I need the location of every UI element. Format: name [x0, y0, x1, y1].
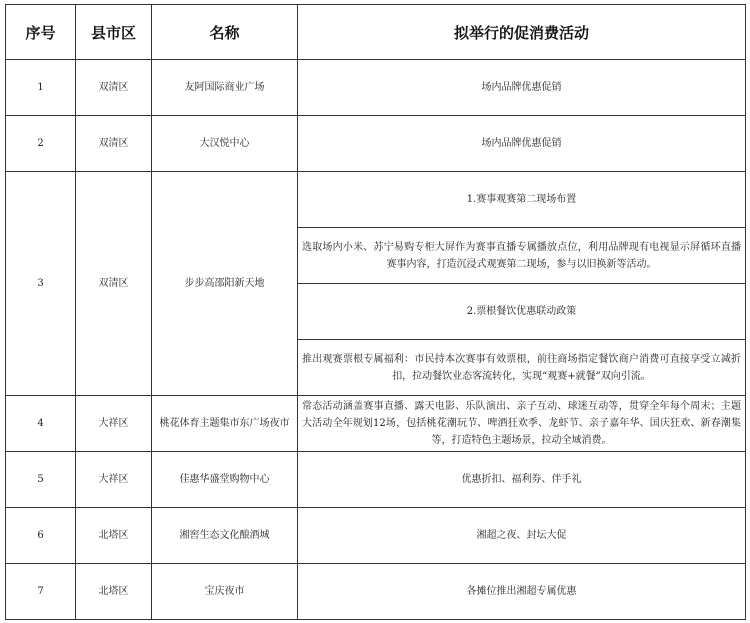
table-row — [6, 60, 746, 116]
row-district: 大祥区 — [76, 396, 152, 452]
row-activity-item: 选取场内小米、苏宁易购专柜大屏作为赛事直播专属播放点位，利用品牌现有电视显示屏循环直播赛事内容，打造沉浸式观赛第二现场，参与以旧换新等活动。 — [298, 228, 746, 284]
table-row — [6, 396, 746, 452]
row-name: 大汉悦中心 — [152, 116, 298, 172]
row-activity-item: 1.赛事观赛第二现场布置 — [298, 172, 746, 228]
table-header-row — [6, 5, 746, 60]
row-serial-number: 7 — [6, 564, 76, 620]
promotion-activities-table — [5, 4, 746, 620]
row-serial-number: 4 — [6, 396, 76, 452]
row-district: 北塔区 — [76, 508, 152, 564]
header-serial-number: 序号 — [6, 5, 76, 60]
row-district: 双清区 — [76, 116, 152, 172]
row-district: 双清区 — [76, 172, 152, 396]
row-activity: 常态活动涵盖赛事直播、露天电影、乐队演出、亲子互动、球迷互动等，贯穿全年每个周末；主题大活动全年规划12场，包括桃花潮玩节、啤酒狂欢季、龙虾节、亲子嘉年华、国庆狂欢、新春潮集等，打造特色主题场景，拉动全域消费。 — [298, 396, 746, 452]
row-activity: 场内品牌优惠促销 — [298, 60, 746, 116]
row-district: 大祥区 — [76, 452, 152, 508]
row-serial-number: 2 — [6, 116, 76, 172]
row-activity: 场内品牌优惠促销 — [298, 116, 746, 172]
row-activity-item: 2.票根餐饮优惠联动政策 — [298, 284, 746, 340]
row-serial-number: 5 — [6, 452, 76, 508]
row-serial-number: 6 — [6, 508, 76, 564]
header-district: 县市区 — [76, 5, 152, 60]
header-activity: 拟举行的促消费活动 — [298, 5, 746, 60]
row-name: 步步高邵阳新天地 — [152, 172, 298, 396]
row-name: 桃花体育主题集市东广场夜市 — [152, 396, 298, 452]
row-district: 北塔区 — [76, 564, 152, 620]
row-activity-item: 推出观赛票根专属福利：市民持本次赛事有效票根，前往商场指定餐饮商户消费可直接享受立减折扣，拉动餐饮业态客流转化，实现“观赛+就餐”双向引流。 — [298, 340, 746, 396]
row-serial-number: 1 — [6, 60, 76, 116]
row-activity: 湘超之夜、封坛大促 — [298, 508, 746, 564]
row-activity: 各摊位推出湘超专属优惠 — [298, 564, 746, 620]
row-name: 宝庆夜市 — [152, 564, 298, 620]
table-row — [6, 172, 746, 228]
table-row — [6, 564, 746, 620]
header-name: 名称 — [152, 5, 298, 60]
row-name: 湘窖生态文化酿酒城 — [152, 508, 298, 564]
table-row — [6, 452, 746, 508]
table-row — [6, 116, 746, 172]
row-district: 双清区 — [76, 60, 152, 116]
row-activity: 优惠折扣、福利券、伴手礼 — [298, 452, 746, 508]
table-row — [6, 508, 746, 564]
row-name: 佳惠华盛堂购物中心 — [152, 452, 298, 508]
row-name: 友阿国际商业广场 — [152, 60, 298, 116]
row-serial-number: 3 — [6, 172, 76, 396]
